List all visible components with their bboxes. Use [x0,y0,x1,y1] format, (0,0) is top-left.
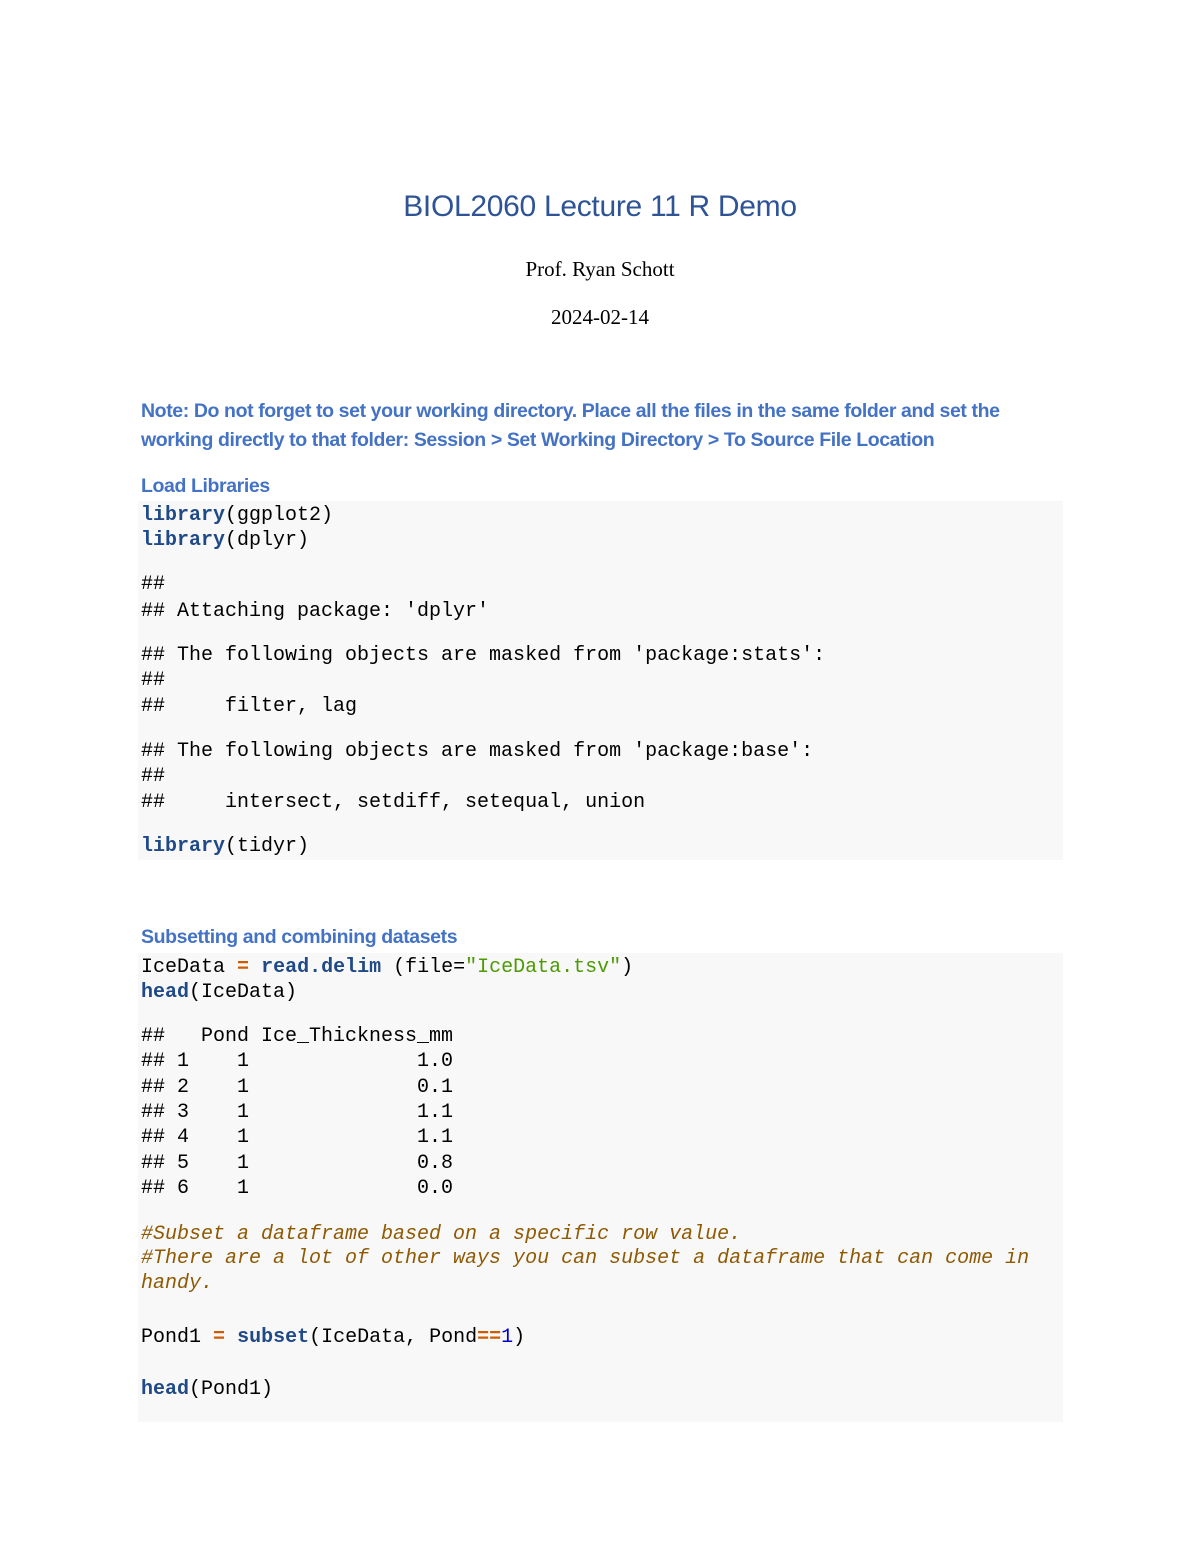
working-directory-note: Note: Do not forget to set your working directory. Place all the files in the same folder and set the working directly to that folder: Session > Set Working Directory > To Source File Location [141,400,1000,451]
function-args: (dplyr) [225,529,310,552]
output-line: ## filter, lag [141,695,358,718]
function-args: (tidyr) [225,835,310,858]
output-line: ## [141,573,166,596]
number-literal: 1 [501,1326,514,1349]
output-line: ## The following objects are masked from 'package:base': [141,740,814,763]
code-line [141,503,333,528]
code-line [141,1325,525,1350]
code-line [141,528,309,553]
function-name: library [141,504,226,527]
variable-name: Pond1 [141,1326,202,1349]
code-line [141,955,633,980]
function-args: (ggplot2) [225,504,334,527]
section-heading-load-libraries: Load Libraries [141,475,270,497]
function-name: head [141,1378,190,1401]
output-line: ## 6 1 0.0 [141,1177,454,1200]
output-line: ## [141,669,166,692]
output-line: ## intersect, setdiff, setequal, union [141,791,646,814]
function-name: head [141,981,190,1004]
output-line: ## 4 1 1.1 [141,1126,454,1149]
output-line: ## The following objects are masked from 'package:stats': [141,644,826,667]
variable-name: IceData [141,956,226,979]
output-line: ## [141,765,166,788]
section-heading-subsetting: Subsetting and combining datasets [141,926,458,948]
string-literal: "IceData.tsv" [465,956,622,979]
function-name: subset [237,1326,310,1349]
code-line [141,980,297,1005]
document-date: 2024-02-14 [551,305,649,329]
function-name: read.delim [261,956,382,979]
document-title: BIOL2060 Lecture 11 R Demo [403,190,797,223]
function-args: ) [621,956,634,979]
function-args: ) [513,1326,526,1349]
code-comment: #Subset a dataframe based on a specific row value. [141,1223,742,1246]
code-comment: #There are a lot of other ways you can subset a dataframe that can come in [141,1247,1030,1270]
comparison-operator: == [477,1326,502,1349]
output-line: ## Attaching package: 'dplyr' [141,600,490,623]
output-line: ## 5 1 0.8 [141,1152,454,1175]
function-args: (file= [381,956,466,979]
code-line [141,1377,273,1402]
code-comment: handy. [141,1272,214,1295]
function-name: library [141,529,226,552]
function-args: (Pond1) [189,1378,274,1401]
assignment-operator: = [237,956,250,979]
code-line [141,834,309,859]
function-args: (IceData, Pond [309,1326,478,1349]
output-line: ## 1 1 1.0 [141,1050,454,1073]
function-name: library [141,835,226,858]
output-line: ## 2 1 0.1 [141,1076,454,1099]
document-author: Prof. Ryan Schott [525,257,675,281]
output-line: ## 3 1 1.1 [141,1101,454,1124]
output-line: ## Pond Ice_Thickness_mm [141,1025,454,1048]
assignment-operator: = [213,1326,226,1349]
function-args: (IceData) [189,981,298,1004]
